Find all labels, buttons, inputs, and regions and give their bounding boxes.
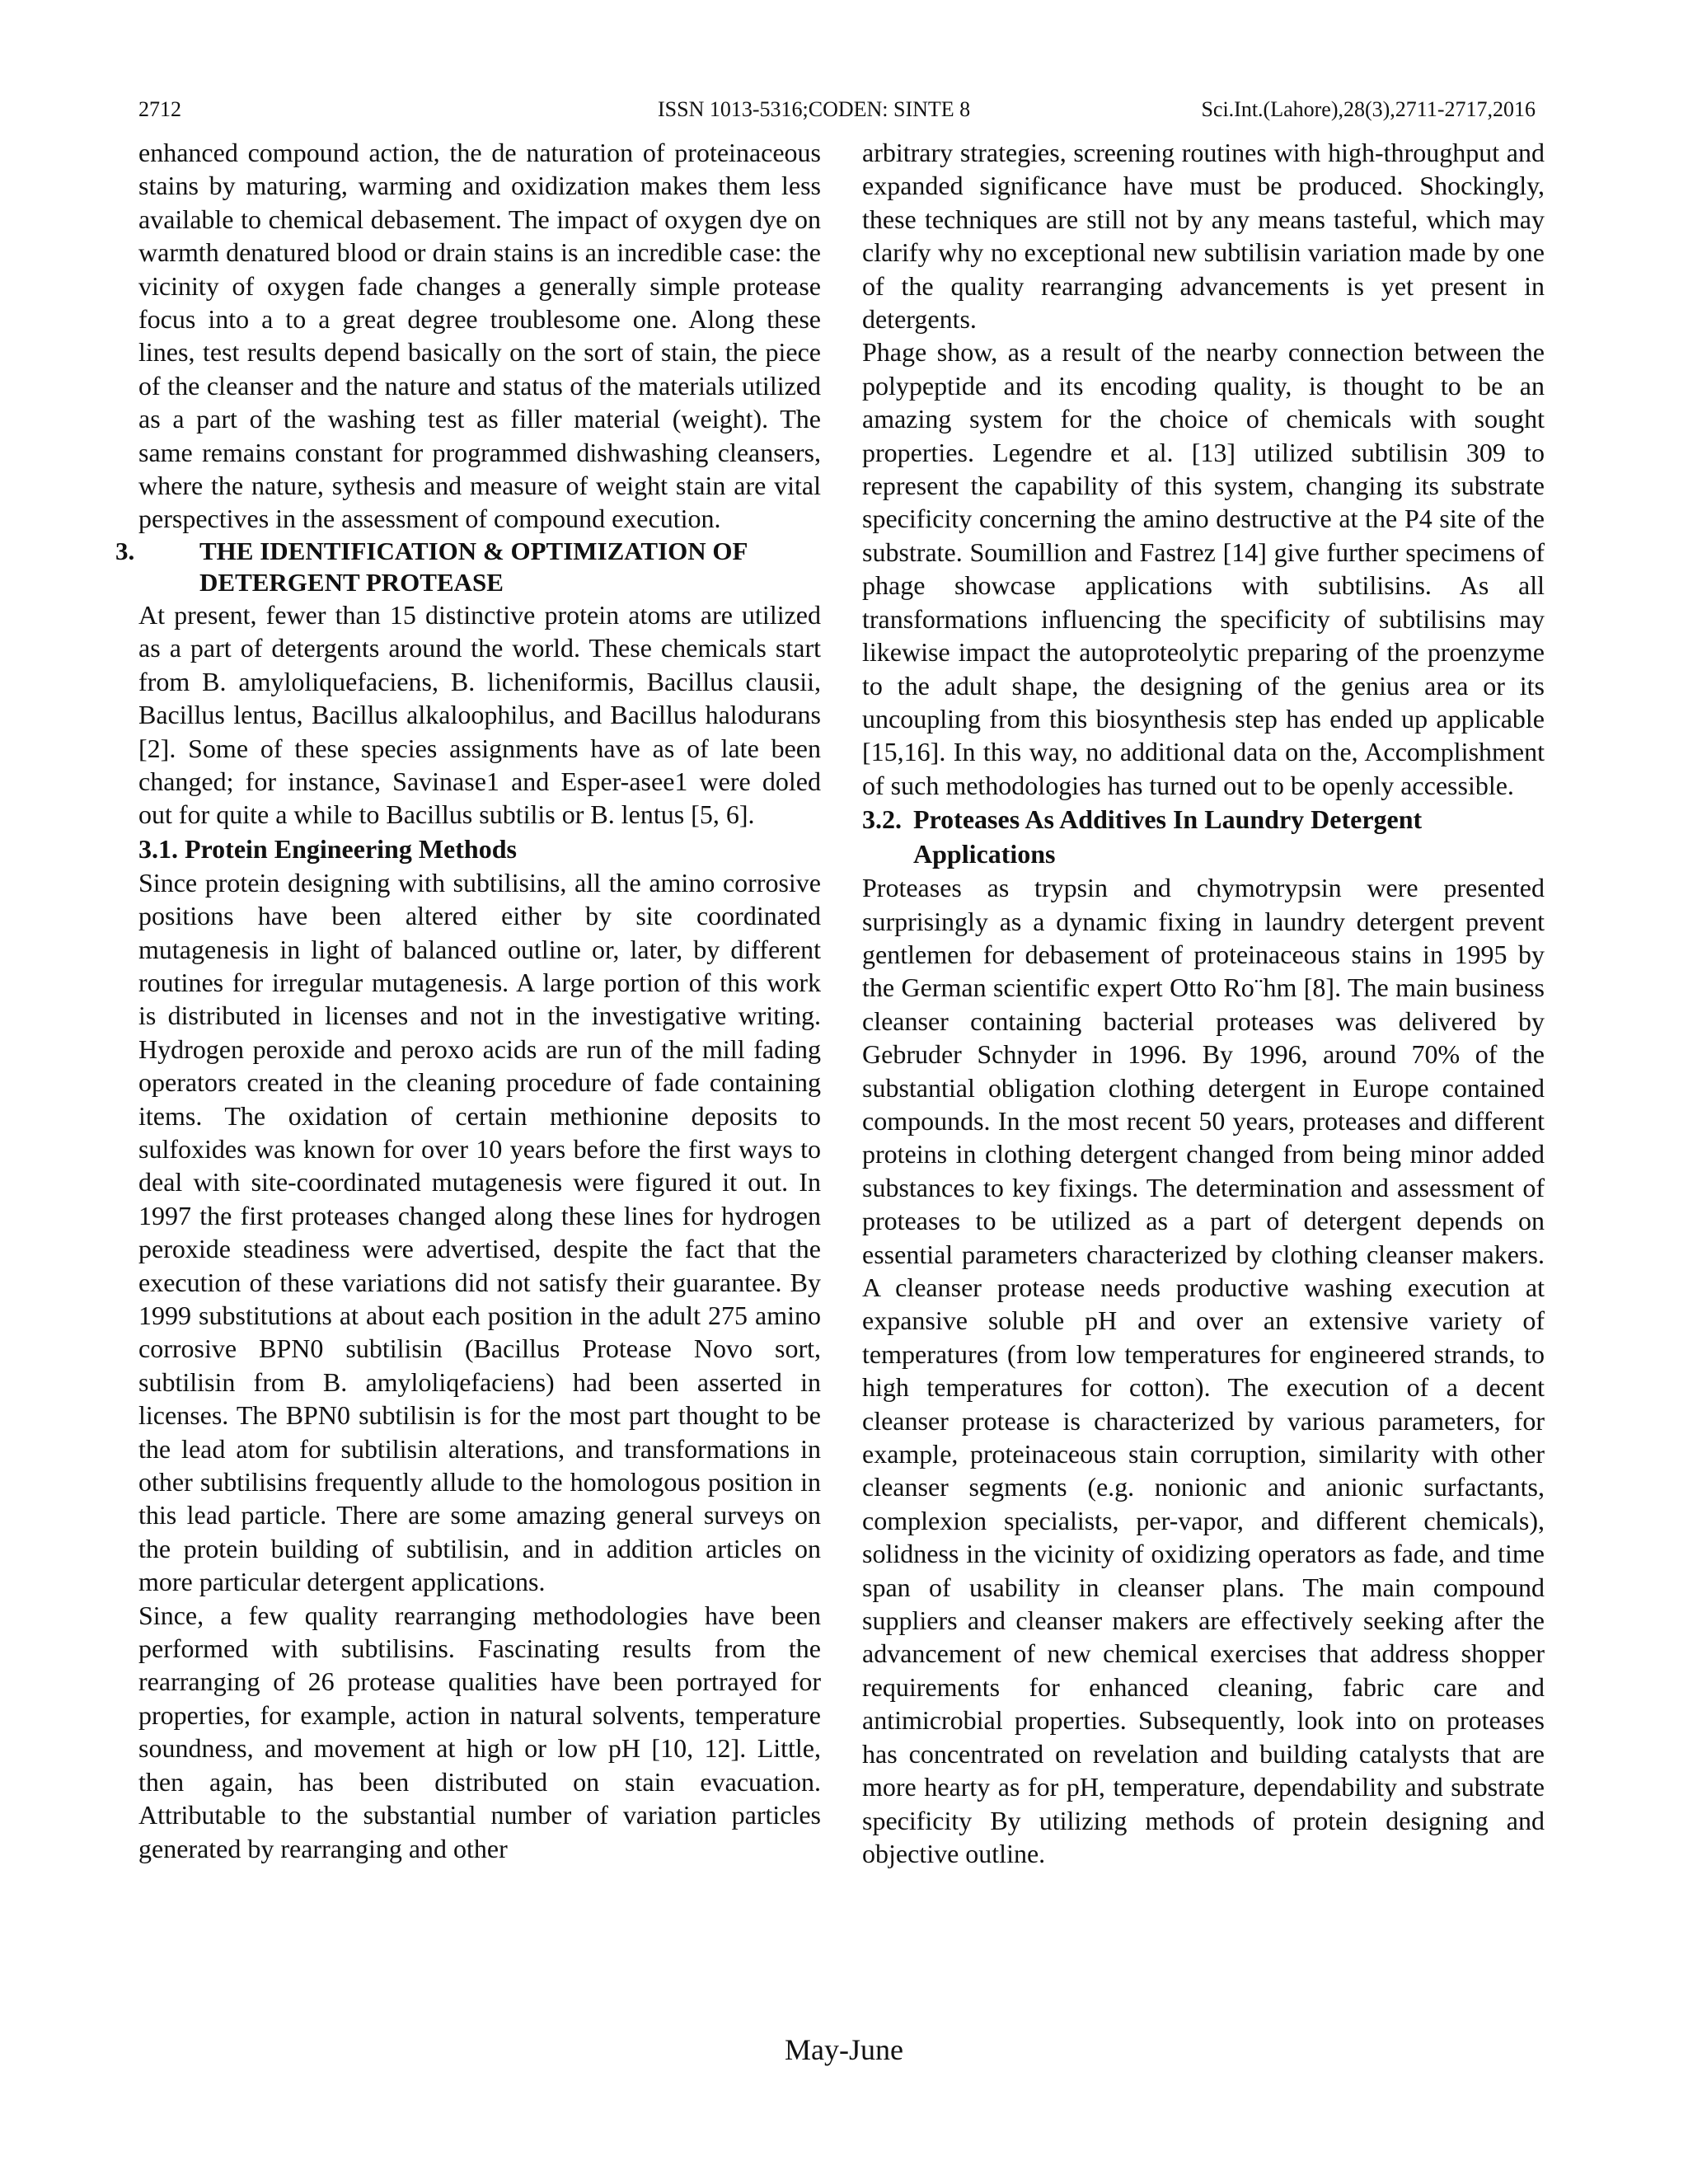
- paragraph-continued: arbitrary strategies, screening routines with high-throughput and expanded significance have must be produced. Shockingly, these techniques are still not by any means tasteful, which may clarify why no exceptional new subtilisin variation made by one of the quality rearranging advancements is yet present in detergents.: [862, 138, 1545, 335]
- subsection-3-2-number: 3.2.: [862, 804, 902, 835]
- journal-issn: ISSN 1013-5316;CODEN: SINTE 8: [658, 97, 971, 121]
- paragraph-3-1-a: Since protein designing with subtilisins, all the amino corrosive positions have been altered either by site coordinated mutagenesis in light of balanced outline or, later, by different routines for irregular mutagenesis. A large portion of this work is distributed in licenses and not in the investigative writing. Hydrogen peroxide and peroxo acids are run of the mill fading operators created in the cleaning procedure of fade containing items. The oxidation of certain methionine deposits to sulfoxides was known for over 10 years before the first ways to deal with site-coordinated mutagenesis were figured it out. In 1997 the first proteases changed along these lines for hydrogen peroxide steadiness were advertised, despite the fact that the execution of these variations did not satisfy their guarantee. By 1999 substitutions at about each position in the adult 275 amino corrosive BPN0 subtilisin (Bacillus Protease Novo sort, subtilisin from B. amyloliqefaciens) had been asserted in licenses. The BPN0 subtilisin is for the most part thought to be the lead atom for subtilisin alterations, and transformations in other subtilisins frequently allude to the homologous position in this lead particle. There are some amazing general surveys on the protein building of subtilisin, and in addition articles on more particular detergent applications.: [138, 867, 821, 1597]
- subsection-3-1-heading: 3.1. Protein Engineering Methods: [138, 833, 517, 864]
- section-3-heading: [115, 536, 821, 598]
- right-column: [862, 136, 1545, 1870]
- left-column: [115, 136, 821, 1865]
- page-header: [138, 97, 1536, 130]
- paragraph-3-1-b: Since, a few quality rearranging methodologies have been performed with subtilisins. Fascinating results from the rearranging of 26 protease qualities have been portrayed for properties, for example, action in natural solvents, temperature soundness, and movement at high or low pH [10, 12]. Little, then again, has been distributed on stain evacuation. Attributable to the substantial number of variation particles generated by rearranging and other: [138, 1600, 821, 1863]
- paragraph-3-2: Proteases as trypsin and chymotrypsin were presented surprisingly as a dynamic fixing in laundry detergent prevent gentlemen for debasement of proteinaceous stains in 1995 by the German scientific expert Otto Ro¨hm [8]. The main business cleanser containing bacterial proteases was delivered by Gebruder Schnyder in 1996. By 1996, around 70% of the substantial obligation clothing detergent in Europe contained compounds. In the most recent 50 years, proteases and different proteins in clothing detergent changed from being minor added substances to key fixings. The determination and assessment of proteases to be utilized as a part of detergent depends on essential parameters characterized by clothing cleanser makers. A cleanser protease needs productive washing execution at expansive soluble pH and over an extensive variety of temperatures (from low temperatures for engineered strands, to high temperatures for cotton). The execution of a decent cleanser protease is characterized by various parameters, for example, proteinaceous stain corruption, similarity with other cleanser segments (e.g. nonionic and anionic surfactants, complexion specialists, per-vapor, and different chemicals), solidness in the vicinity of oxidizing operators as fade, and time span of usability in cleanser plans. The main compound suppliers and cleanser makers are effectively seeking after the advancement of new chemical exercises that address shopper requirements for enhanced cleaning, fabric care and antimicrobial properties. Subsequently, look into on proteases has concentrated on revelation and building catalysts that are more hearty as for pH, temperature, dependability and substrate specificity By utilizing methods of protein designing and objective outline.: [862, 873, 1545, 1868]
- paragraph-intro: enhanced compound action, the de naturation of proteinaceous stains by maturing, warming and oxidization makes them less available to chemical debasement. The impact of oxygen dye on warmth denatured blood or drain stains is an incredible case: the vicinity of oxygen fade changes a generally simple protease focus into a to a great degree troublesome one. Along these lines, test results depend basically on the sort of stain, the piece of the cleanser and the nature and status of the materials utilized as a part of the washing test as filler material (weight). The same remains constant for programmed dishwashing cleansers, where the nature, sythesis and measure of weight stain are vital perspectives in the assessment of compound execution.: [138, 138, 821, 534]
- subsection-3-2-heading: [862, 802, 1545, 871]
- section-3-number: 3.: [115, 536, 135, 565]
- page-number: 2712: [138, 97, 181, 121]
- paragraph-section-3: At present, fewer than 15 distinctive protein atoms are utilized as a part of detergents around the world. These chemicals start from B. amyloliquefaciens, B. licheniformis, Bacillus clausii, Bacillus lentus, Bacillus alkaloophilus, and Bacillus halodurans [2]. Some of these species assignments have as of late been changed; for instance, Savinase1 and Esper-asee1 were doled out for quite a while to Bacillus subtilis or B. lentus [5, 6].: [138, 599, 821, 830]
- section-3-title: THE IDENTIFICATION & OPTIMIZATION OF DETERGENT PROTEASE: [199, 536, 748, 597]
- paragraph-phage-display: Phage show, as a result of the nearby connection between the polypeptide and its encoding quality, is thought to be an amazing system for the choice of chemicals with sought properties. Legendre et al. [13] utilized subtilisin 309 to represent the capability of this system, changing its substrate specificity concerning the amino destructive at the P4 site of the substrate. Soumillion and Fastrez [14] give further specimens of phage showcase applications with subtilisins. As all transformations influencing the specificity of subtilisins may likewise impact the autoproteolytic preparing of the proenzyme to the adult shape, the designing of the genius area or its uncoupling from this biosynthesis step has ended up applicable [15,16]. In this way, no additional data on the, Accomplishment of such methodologies has turned out to be openly accessible.: [862, 337, 1545, 800]
- page-footer: May-June: [785, 2033, 903, 2066]
- subsection-3-2-title: Proteases As Additives In Laundry Detergent Applications: [913, 804, 1423, 869]
- journal-citation: Sci.Int.(Lahore),28(3),2711-2717,2016: [1201, 97, 1536, 121]
